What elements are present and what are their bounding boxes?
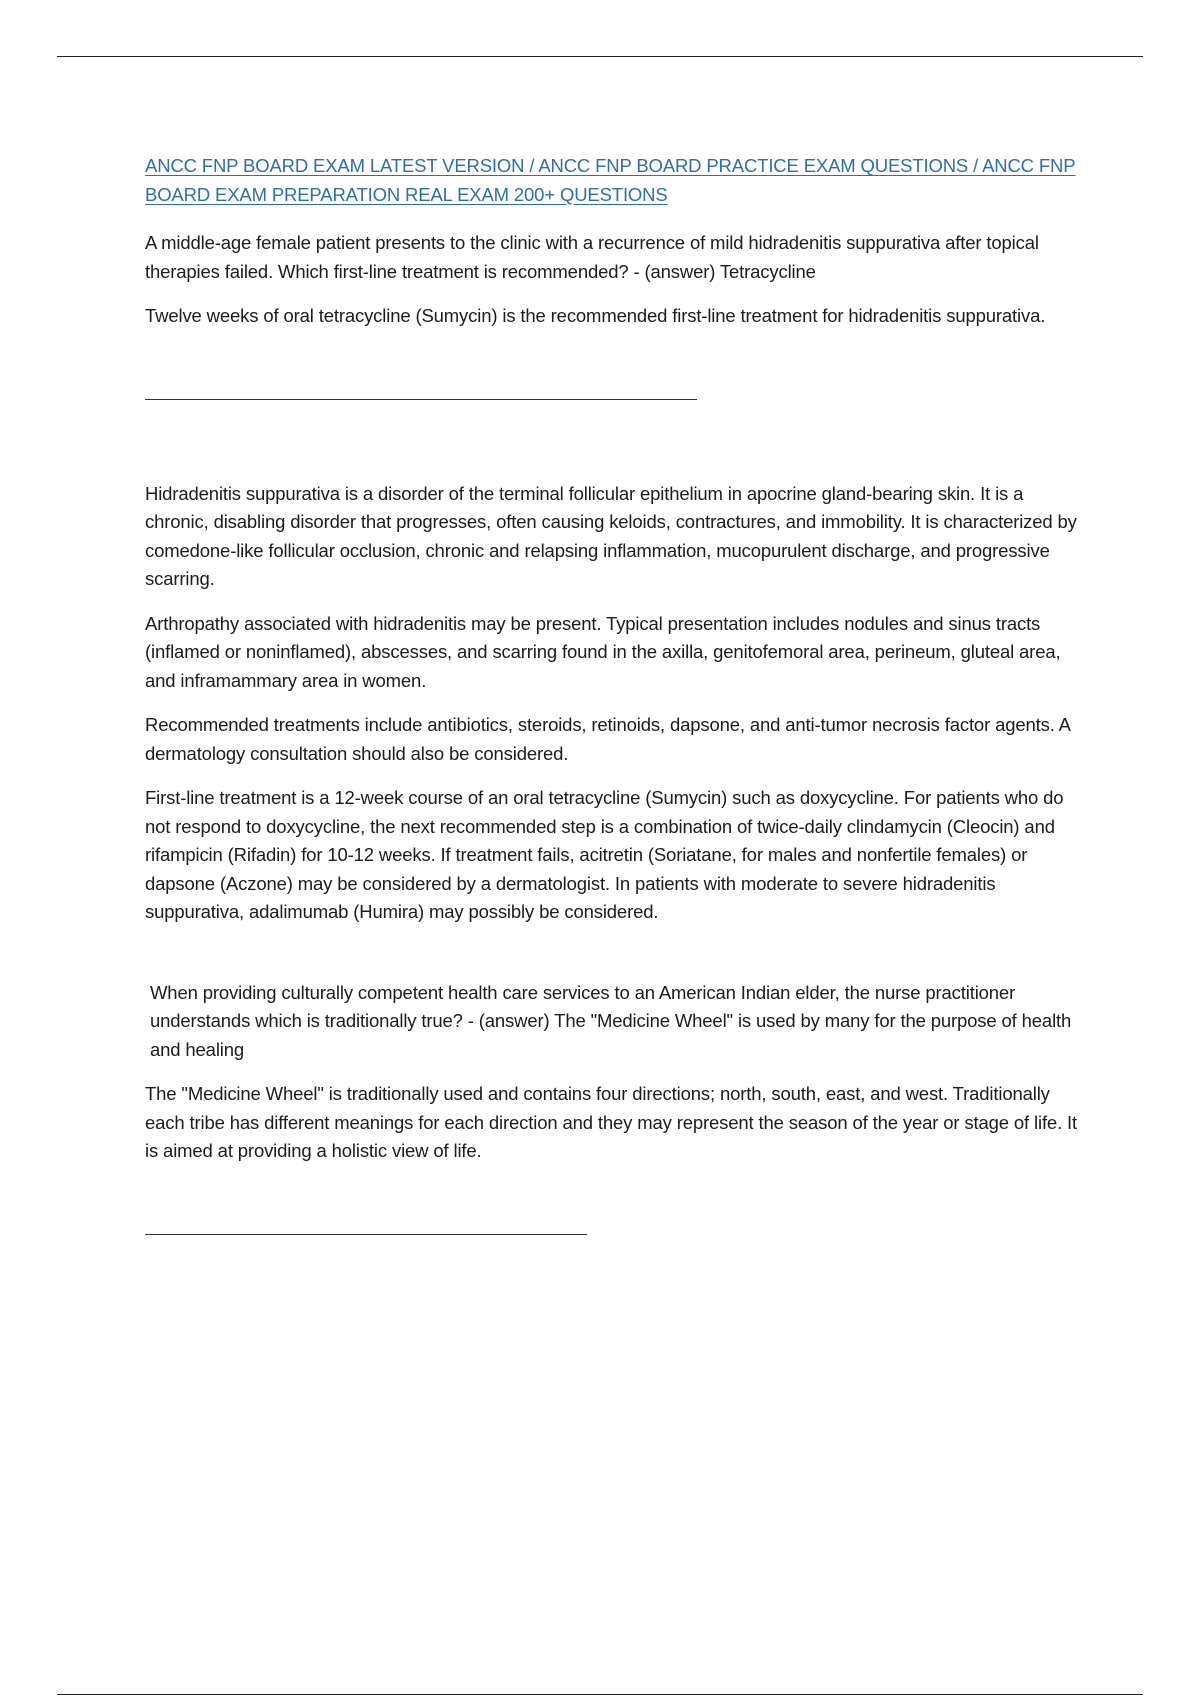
separator-line <box>145 397 697 400</box>
detail-paragraph-4: First-line treatment is a 12-week course of an oral tetracycline (Sumycin) such as doxycycline. For patients who do not respond to doxycycline, the next recommended step is a combination of twice-daily clindamycin (Cleocin) and rifampicin (Rifadin) for 10-12 weeks. If treatment fails, acitretin (Soriatane, for males and nonfertile females) or dapsone (Aczone) may be considered by a dermatologist. In patients with moderate to severe hidradenitis suppurativa, adalimumab (Humira) may possibly be considered. <box>145 787 1064 922</box>
question-2-explanation: The "Medicine Wheel" is traditionally used and contains four directions; north, south, east, and west. Traditionally each tribe has different meanings for each direction and they may represent the season of the year or stage of life. It is aimed at providing a holistic view of life. <box>145 1083 1078 1161</box>
page-footer-rule <box>57 1694 1143 1695</box>
question-1-explanation: Twelve weeks of oral tetracycline (Sumycin) is the recommended first-line treatment for hidradenitis suppurativa. <box>145 305 1046 326</box>
detail-paragraph-2: Arthropathy associated with hidradenitis may be present. Typical presentation includes nodules and sinus tracts (inflamed or noninflamed), abscesses, and scarring found in the axilla, genitofemoral area, perineum, gluteal area, and inframammary area in women. <box>145 612 1061 691</box>
document-title-link[interactable]: ANCC FNP BOARD EXAM LATEST VERSION / ANCC FNP BOARD PRACTICE EXAM QUESTIONS / ANCC FNP BOARD EXAM PREPARATION REAL EXAM 200+ QUESTIONS <box>145 155 1076 205</box>
document-body <box>145 152 1090 1235</box>
detail-paragraph-3: Recommended treatments include antibiotics, steroids, retinoids, dapsone, and anti-tumor necrosis factor agents. A dermatology consultation should also be considered. <box>145 714 1070 764</box>
page-header-rule <box>57 56 1143 57</box>
question-2-text: When providing culturally competent health care services to an American Indian elder, the nurse practitioner understands which is traditionally true? - (answer) The "Medicine Wheel" is used by many for the purpose of health and healing <box>150 981 1072 1060</box>
separator-line <box>145 1232 587 1235</box>
detail-paragraph-1: Hidradenitis suppurativa is a disorder of the terminal follicular epithelium in apocrine gland-bearing skin. It is a chronic, disabling disorder that progresses, often causing keloids, contractures, and immobility. It is characterized by comedone-like follicular occlusion, chronic and relapsing inflammation, mucopurulent discharge, and progressive scarring. <box>145 482 1077 589</box>
question-1-text: A middle-age female patient presents to the clinic with a recurrence of mild hidradenitis suppurativa after topical therapies failed. Which first-line treatment is recommended? - (answer) Tetracycline <box>145 232 1039 282</box>
